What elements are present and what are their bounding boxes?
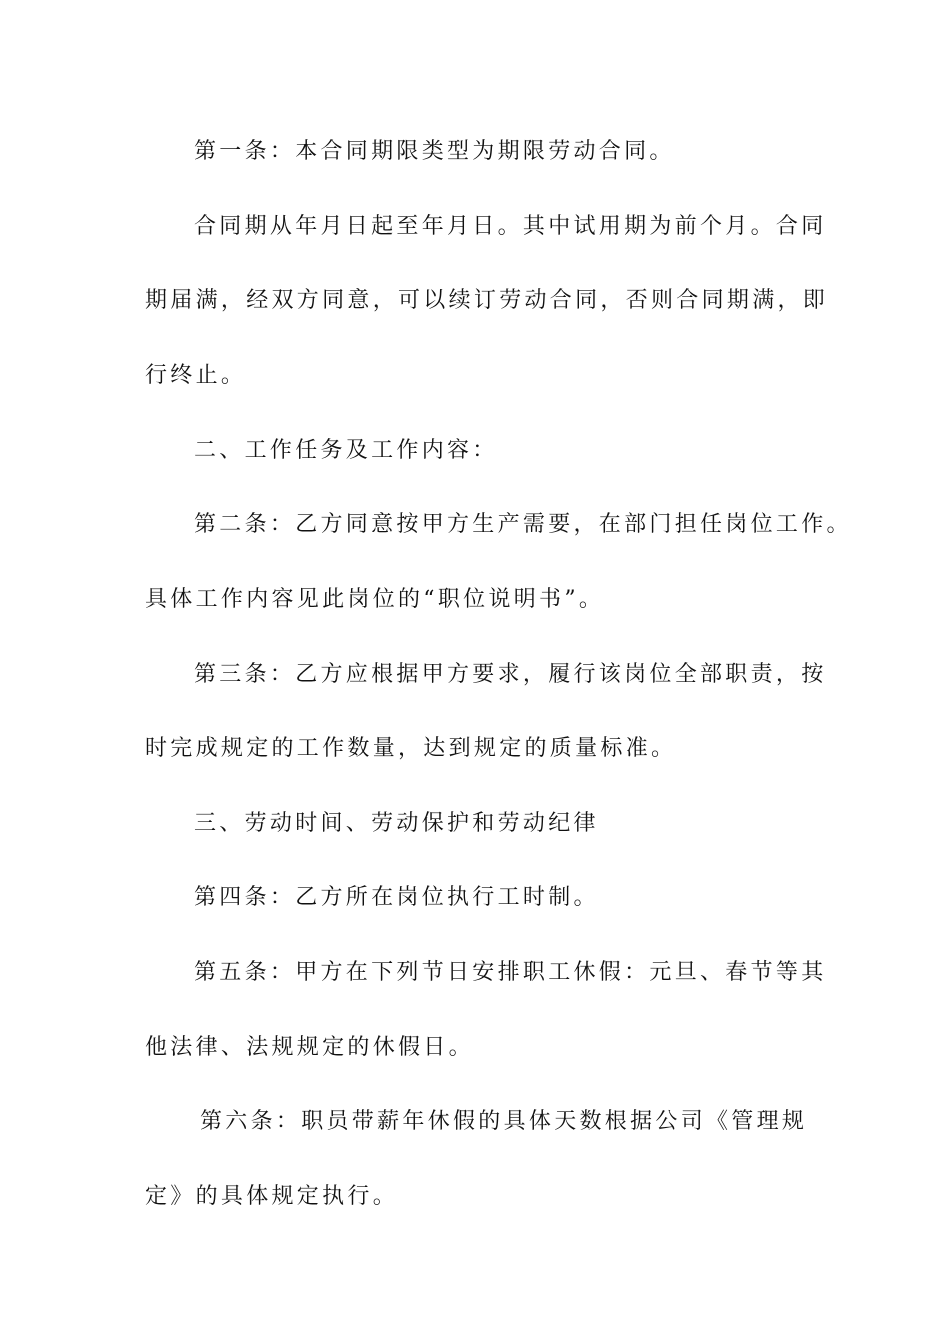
article-4-line: 第四条：乙方所在岗位执行工时制。: [194, 885, 599, 910]
article-6-line-1: 第六条：职员带薪年休假的具体天数根据公司《管理规: [200, 1109, 808, 1134]
contract-term-line-2: 期届满，经双方同意，可以续订劳动合同，否则合同期满，即: [145, 288, 829, 313]
contract-term-line-3: 行终止。: [145, 363, 247, 388]
article-2-line-2: 具体工作内容见此岗位的“职位说明书”。: [145, 587, 605, 612]
article-5-line-1: 第五条：甲方在下列节日安排职工休假：元旦、春节等其: [194, 960, 827, 985]
article-1-line: 第一条：本合同期限类型为期限劳动合同。: [194, 139, 675, 164]
section-2-heading: 二、工作任务及工作内容：: [194, 438, 498, 463]
article-3-line-1: 第三条：乙方应根据甲方要求，履行该岗位全部职责，按: [194, 662, 827, 687]
contract-term-line-1: 合同期从年月日起至年月日。其中试用期为前个月。合同: [194, 214, 827, 239]
article-6-line-2: 定》的具体规定执行。: [145, 1184, 399, 1209]
article-3-line-2: 时完成规定的工作数量，达到规定的质量标准。: [145, 736, 677, 761]
article-2-line-1: 第二条：乙方同意按甲方生产需要，在部门担任岗位工作。: [194, 512, 852, 537]
section-3-heading: 三、劳动时间、劳动保护和劳动纪律: [194, 811, 599, 836]
article-5-line-2: 他法律、法规规定的休假日。: [145, 1035, 474, 1060]
